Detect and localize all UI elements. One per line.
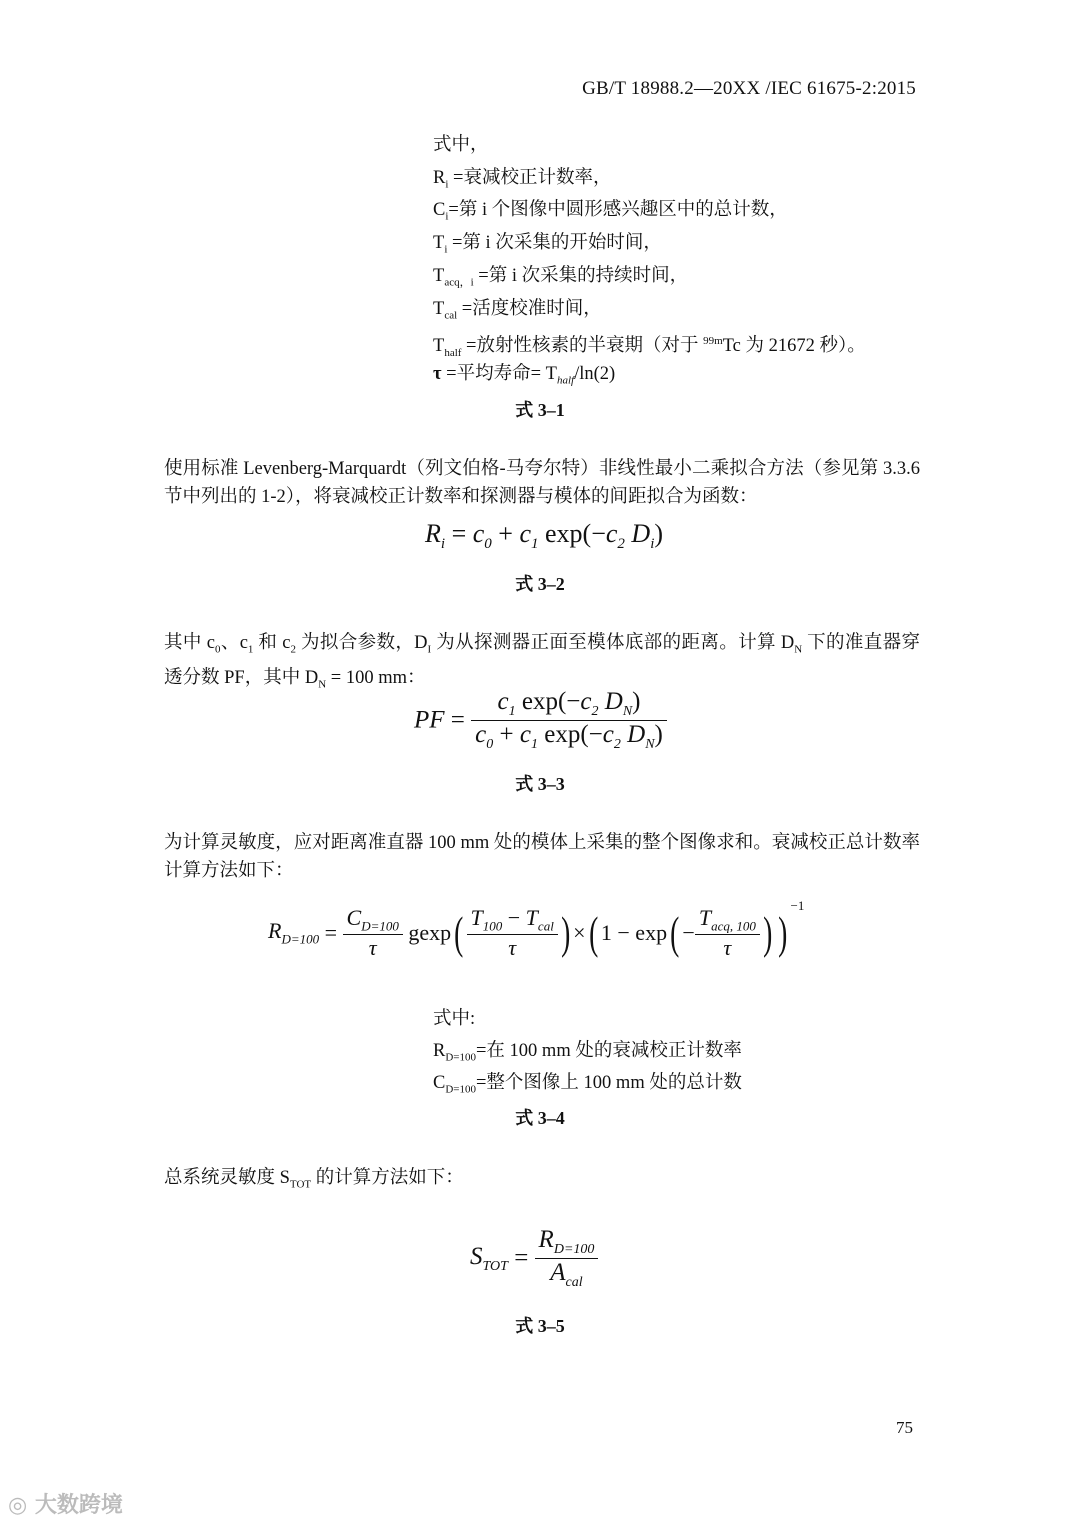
def-rd100: $R_{D=100}=$在 100 mm 处的衰减校正计数率: [433, 1041, 742, 1064]
def-tacq: $T_{acq,i}$ =第 i 次采集的持续时间，: [433, 266, 689, 289]
def-thalf: $T_{half}$ =放射性核素的半衰期（对于 $^{99m}$Tc 为 21672 秒）。: [433, 335, 866, 359]
equation-label-3-3: 式 3–3: [515, 774, 565, 794]
paragraph-fitting: 使用标准 Levenberg-Marquardt（列文伯格-马夸尔特）非线性最小二乘拟合方法（参见第 3.3.6 节中列出的 1-2），将衰减校正计数率和探测器与模体的间距拟合为函数：: [164, 459, 920, 507]
page-number: 75: [896, 1418, 913, 1437]
equation-3-2: $R_i = c_0 + c_1$ $\exp(-c_2$ $D_i$): [425, 519, 664, 553]
equation-label-3-4: 式 3–4: [515, 1108, 565, 1128]
def-tau: τ =平均寿命= $T_{half}/\ln(2)$: [433, 364, 616, 387]
equation-label-3-1: 式 3–1: [515, 400, 565, 420]
where-label: 式中，: [433, 135, 489, 155]
equation-label-3-5: 式 3–5: [515, 1316, 565, 1336]
equation-3-4: $R_{D=100}$ = $\frac{C_{D=100}}{\tau}$ gexp( $\frac{T_{100} - T_{cal}}{\tau}$ ) ×( 1 − exp( − $\frac{T_{acq, 100}}{\tau}$ ) )$^{-1}$: [268, 898, 805, 961]
paragraph-total-sensitivity: 总系统灵敏度 $S_{TOT}$ 的计算方法如下：: [164, 1168, 464, 1191]
equation-label-3-2: 式 3–2: [515, 574, 565, 594]
def-ci: $C_i=$第 i 个图像中圆形感兴趣区中的总计数，: [433, 200, 788, 223]
where-label-2: 式中:: [433, 1009, 476, 1029]
def-ri: $R_i$ =衰减校正计数率，: [433, 168, 612, 191]
paragraph-parameters: 其中 $c_0$、$c_1$ 和 $c_2$ 为拟合参数，$D_I$ 为从探测器正面至模体底部的距离。计算 $D_N$ 下的准直器穿透分数 PF，其中 $D_N = 100$ mm：: [164, 633, 920, 691]
equation-3-3: PF = $\frac{c_1 \exp(-c_2 D_N)}{c_0 + c_1 \exp(-c_2 D_N)}$: [414, 688, 667, 753]
equation-3-5: $S_{TOT}$ = $\frac{R_{D=100}}{A_{cal}}$: [470, 1226, 598, 1291]
document-code-header: GB/T 18988.2—20XX /IEC 61675-2:2015: [582, 78, 916, 99]
paragraph-sensitivity: 为计算灵敏度，应对距离准直器 100 mm 处的模体上采集的整个图像求和。衰减校正总计数率计算方法如下：: [164, 833, 920, 881]
watermark-logo-icon: ◎: [8, 1493, 28, 1518]
def-tcal: $T_{cal}$ =活度校准时间，: [433, 299, 602, 322]
def-cd100: $C_{D=100}=$整个图像上 100 mm 处的总计数: [433, 1073, 742, 1096]
def-ti: $T_i$ =第 i 次采集的开始时间，: [433, 233, 662, 256]
watermark: ◎ 大数跨境: [8, 1493, 123, 1518]
